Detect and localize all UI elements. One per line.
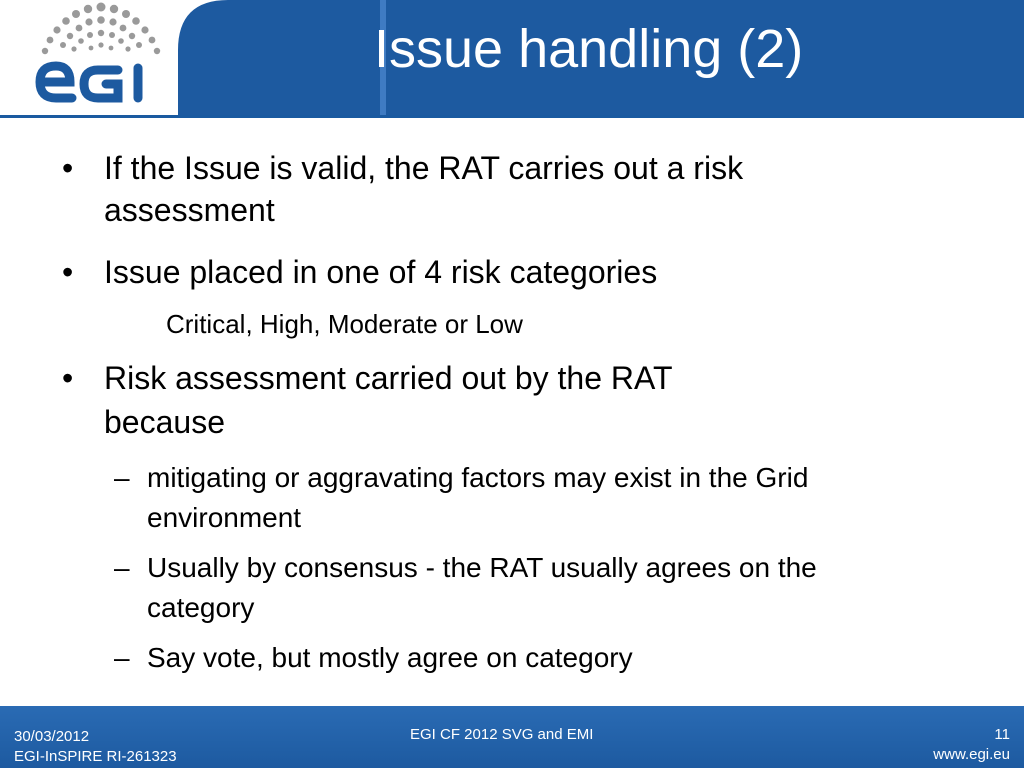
bullet-item [62,252,962,292]
bullet-marker: • [62,254,74,290]
dash-marker: – [114,552,130,583]
slide-footer [0,706,1024,768]
bullet-text-line: Risk assessment carried out by the RAT [104,360,673,396]
bullet-marker: • [62,150,74,186]
sub-bullet-item [114,458,994,538]
bullet-marker: • [62,360,74,396]
bullet-item [62,358,962,438]
sub-bullet-text-line: category [147,592,255,623]
dash-marker: – [114,642,130,673]
footer-website-link[interactable]: www.egi.eu [933,746,1010,763]
sub-bullet-text-line: Usually by consensus - the RAT usually agrees on the [147,552,817,583]
sub-bullet-item [114,638,994,678]
bullet-subtext: Critical, High, Moderate or Low [166,309,523,339]
sub-bullet-item [114,548,994,628]
sub-bullet-text-line: environment [147,502,302,533]
header-divider [0,115,1024,118]
bullet-text-line: If the Issue is valid, the RAT carries out a risk [104,150,744,186]
bullet-item [62,148,962,228]
bullet-text-line: assessment [104,192,275,228]
page-number: 11 [994,726,1010,743]
footer-event: EGI CF 2012 SVG and EMI [410,726,594,743]
slide-header [0,0,1024,118]
sub-bullet-text-line: Say vote, but mostly agree on category [147,642,633,673]
footer-project-id: EGI-InSPIRE RI-261323 [14,748,177,765]
bullet-text-line: Issue placed in one of 4 risk categories [104,254,658,290]
slide-title: Issue handling (2) [374,19,804,79]
sub-bullet-text-line: mitigating or aggravating factors may exist in the Grid [147,462,809,493]
egi-logo [26,0,176,112]
bullet-text-line: because [104,404,225,440]
footer-date: 30/03/2012 [14,728,90,745]
dash-marker: – [114,462,130,493]
